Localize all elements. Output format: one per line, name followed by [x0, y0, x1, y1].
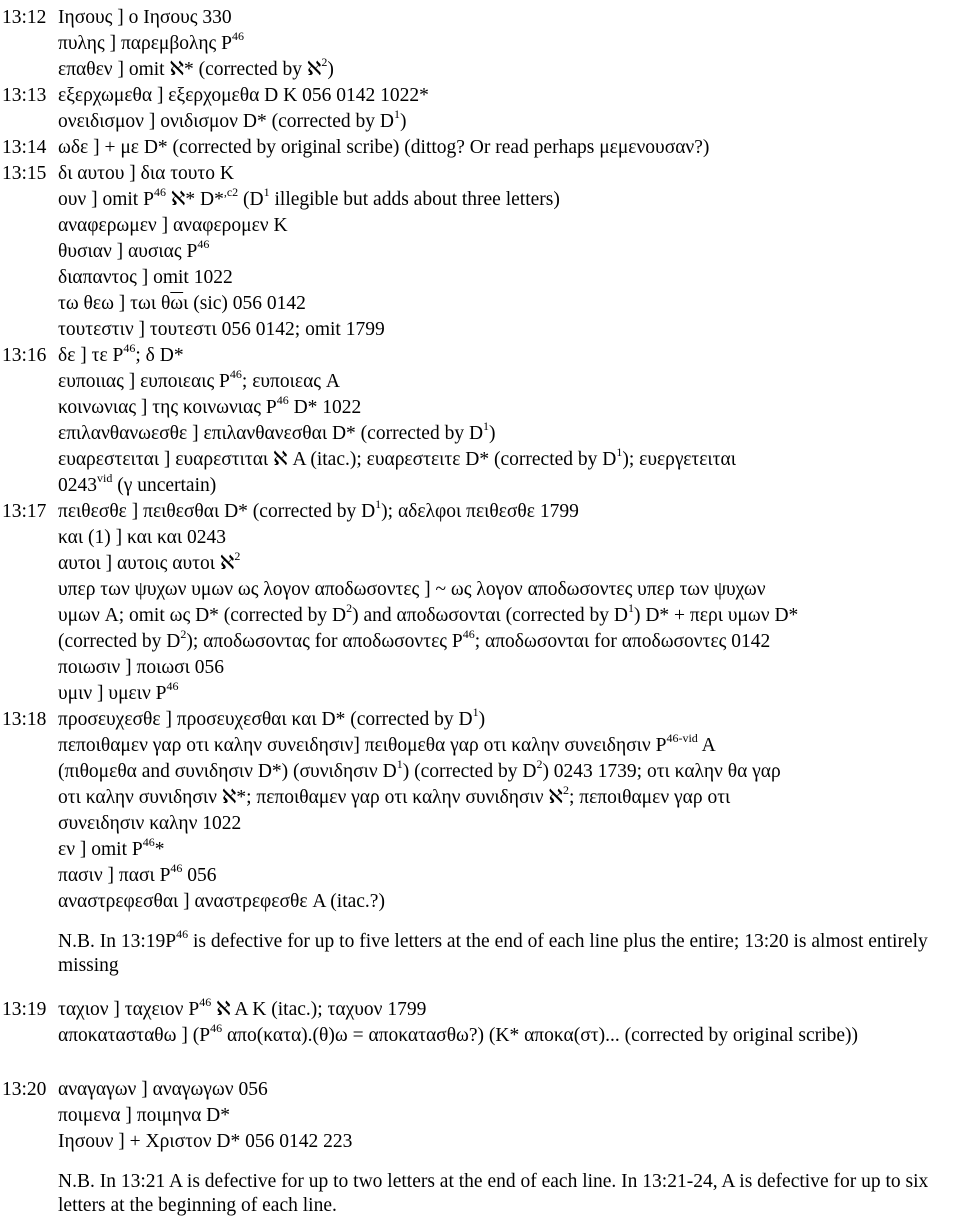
variant-entry: πυλης ] παρεμβολης $P^{46}$: [58, 28, 244, 54]
verse-reference: 13:14: [2, 137, 47, 158]
variant-entry: ευαρεστειται ] ευαρεστιται ℵ A (itac.); ευαρεστειτε D* (corrected by $D^1$); ευεργετειται: [58, 444, 736, 470]
variant-entry: αναστρεφεσθαι ] αναστρεφεσθε A (itac.?): [58, 891, 385, 912]
note-text: N.B. In $13:19P^{46}$ is defective for up to five letters at the end of each line plus the entire; 13:20 is almost entirely missing: [58, 926, 928, 976]
variant-entry: δε ] τε $P^{46}$; δ D*: [58, 340, 184, 366]
verse-reference: 13:13: [2, 85, 47, 106]
variant-entry: $0243^{vid}$ (γ uncertain): [58, 470, 217, 496]
variant-entry: πασιν ] πασι $P^{46}$ 056: [58, 860, 217, 886]
variant-entry: υμιν ] υμειν $P^{46}$: [58, 678, 179, 704]
variant-entry: συνειδησιν καλην 1022: [58, 813, 242, 834]
variant-entry: πειθεσθε ] πειθεσθαι D* (corrected by $D^1$); αδελφοι πειθεσθε 1799: [58, 496, 579, 522]
variant-entry: ονειδισμον ] ονιδισμον D* (corrected by $D^1$): [58, 106, 407, 132]
variant-entry: ταχιον ] ταχειον $P^{46}$ ℵ A K (itac.); ταχυον 1799: [58, 994, 427, 1020]
note-text: αποκατασταθω ] ($P^{46}$ απο(κατα).(θ)ω = αποκατασθω?) (K* αποκα(στ)... (corrected by original scribe)): [58, 1020, 858, 1046]
variant-entry: επιλανθανωεσθε ] επιλανθανεσθαι D* (corrected by $D^1$): [58, 418, 496, 444]
variant-entry: εν ] omit $P^{46}*$: [58, 834, 165, 860]
variant-entry: υμων A; omit ως D* (corrected by $D^2$) and αποδωσονται (corrected by $D^1$) D* + περι υμων D*: [58, 600, 799, 626]
verse-reference: 13:16: [2, 345, 47, 366]
variant-entry: (πιθομεθα and συνιδησιν D*) (συνιδησιν $D^1$) (corrected by $D^2$) 0243 1739; οτι καλην θα γαρ: [58, 756, 781, 782]
variant-entry: (corrected by $D^2$); αποδωσοντας for αποδωσοντες $P^{46}$; αποδωσονται for αποδωσοντες 0142: [58, 626, 771, 652]
variant-entry: διαπαντος ] omit 1022: [58, 267, 233, 288]
variant-entry: οτι καλην συνιδησιν ℵ*; πεποιθαμεν γαρ οτι καλην συνιδησιν ℵ$^2$; πεποιθαμεν γαρ οτι: [58, 782, 731, 808]
variant-entry: αυτοι ] αυτοις αυτοι ℵ$^2$: [58, 548, 241, 574]
variant-entry: δι αυτου ] δια τουτο K: [58, 163, 234, 184]
variant-entry: εξερχωμεθα ] εξερχομεθα D K 056 0142 1022*: [58, 85, 429, 106]
variant-entry: ωδε ] + με D* (corrected by original scribe) (dittog? Or read perhaps μεμενουσαν?): [58, 137, 710, 158]
variant-entry: ποιωσιν ] ποιωσι 056: [58, 657, 225, 678]
variant-entry: και (1) ] και και 0243: [58, 527, 226, 548]
variant-entry: υπερ των ψυχων υμων ως λογον αποδωσοντες ] ~ ως λογον αποδωσοντες υπερ των ψυχων: [58, 579, 766, 600]
verse-reference: 13:15: [2, 163, 47, 184]
variant-entry: ευποιιας ] ευποιεαις $P^{46}$; ευποιεας A: [58, 366, 340, 392]
variant-entry: Ιησους ] ο Ιησους 330: [58, 7, 232, 28]
variant-entry: προσευχεσθε ] προσευχεσθαι και D* (corrected by $D^1$): [58, 704, 486, 730]
variant-entry: Ιησουν ] + Χριστον D* 056 0142 223: [58, 1131, 353, 1152]
variant-entry: αναγαγων ] αναγωγων 056: [58, 1079, 268, 1100]
variant-entry: θυσιαν ] αυσιας $P^{46}$: [58, 236, 210, 262]
verse-reference: 13:20: [2, 1079, 47, 1100]
verse-reference: 13:19: [2, 999, 47, 1020]
variant-entry: πεποιθαμεν γαρ οτι καλην συνειδησιν] πειθομεθα γαρ οτι καλην συνειδησιν $P^{46-vid}$ A: [58, 730, 716, 756]
variant-entry: αναφερωμεν ] αναφερομεν K: [58, 215, 288, 236]
variant-entry: ουν ] omit $P^{46}$ ℵ* D*$^{,c2}$ ($D^1$ illegible but adds about three letters): [58, 184, 560, 210]
verse-reference: 13:17: [2, 501, 47, 522]
variant-entry: ποιμενα ] ποιμηνα D*: [58, 1105, 230, 1126]
variant-entry: τω θεω ] τωι $\theta\overline{\omega}\iota$ (sic) 056 0142: [58, 293, 306, 314]
verse-reference: 13:18: [2, 709, 47, 730]
verse-reference: 13:12: [2, 7, 47, 28]
variant-entry: κοινωνιας ] της κοινωνιας $P^{46}$ D* 1022: [58, 392, 362, 418]
variant-entry: επαθεν ] omit ℵ* (corrected by ℵ$^2$): [58, 54, 334, 80]
note-text: N.B. In 13:21 A is defective for up to two letters at the end of each line. In 13:21-24, A is defective for up to six letters at the beginning of each line.: [58, 1171, 929, 1216]
variant-entry: τουτεστιν ] τουτεστι 056 0142; omit 1799: [58, 319, 385, 340]
